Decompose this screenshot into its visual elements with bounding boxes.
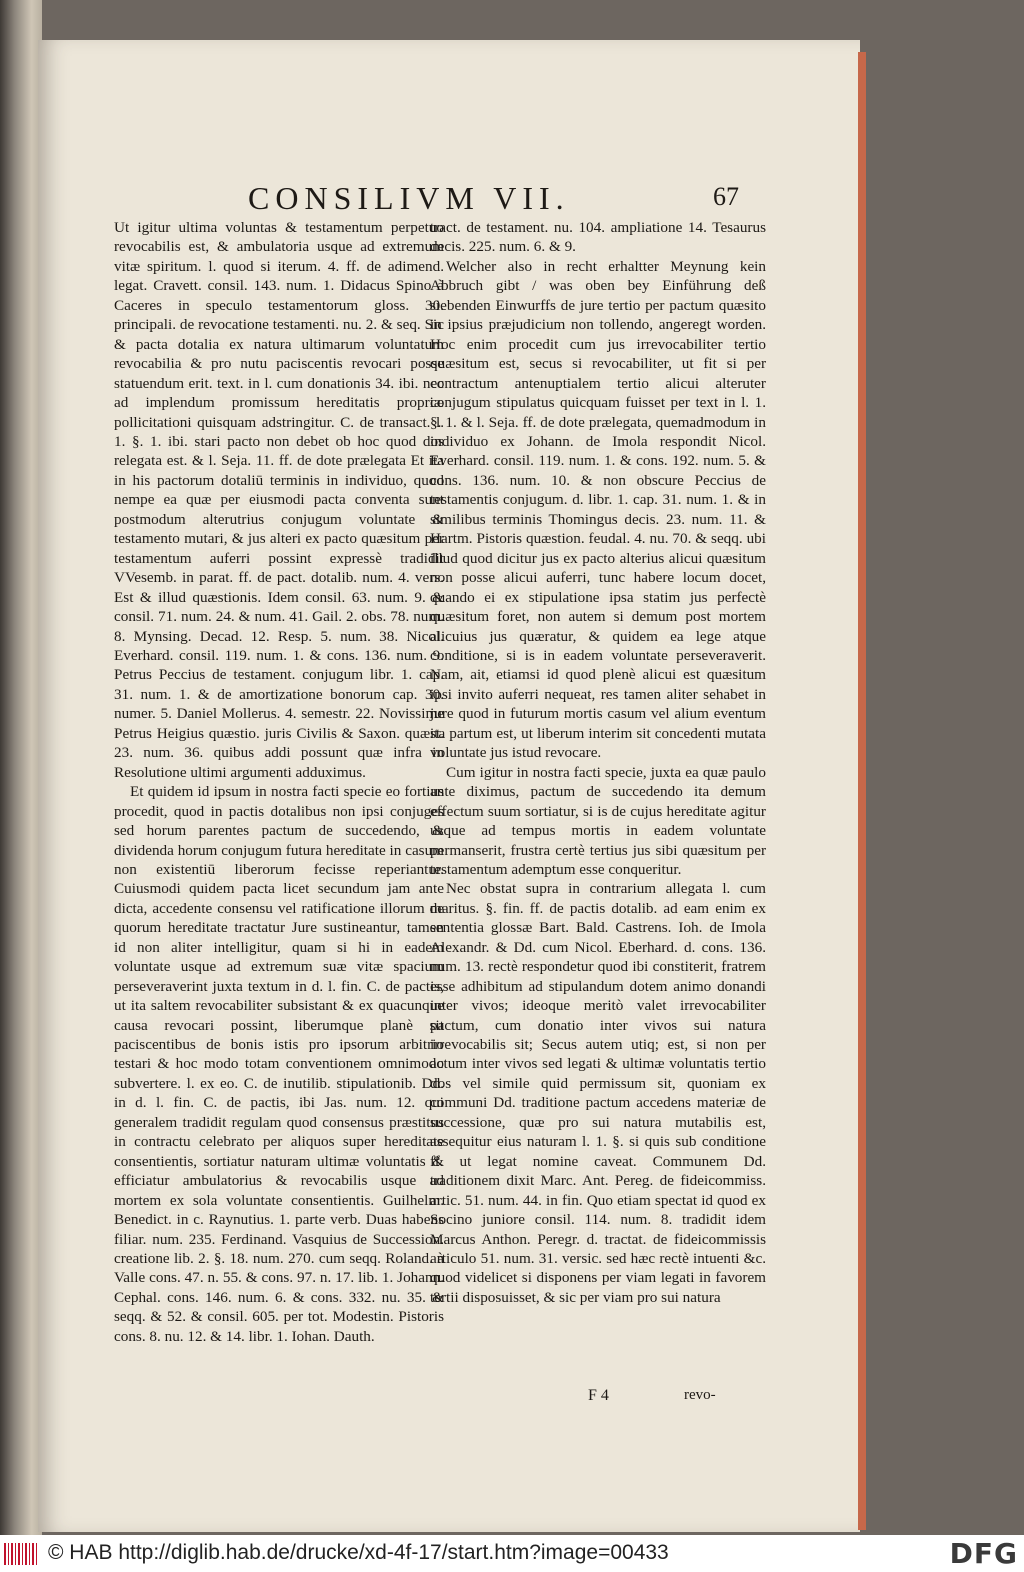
paragraph: tract. de testament. nu. 104. ampliatione 14. Tesaurus decis. 225. num. 6. & 9.	[430, 219, 766, 256]
page-edge-red	[858, 52, 866, 1530]
signature-mark: F 4	[588, 1387, 609, 1404]
running-title: CONSILIVM VII.	[248, 180, 570, 216]
dfg-logo: DFG	[949, 1537, 1018, 1570]
catchword: revo-	[684, 1387, 716, 1403]
barcode-icon	[4, 1543, 38, 1565]
page-number: 67	[713, 182, 739, 211]
left-column	[114, 218, 444, 1346]
book-spine-edge	[0, 0, 42, 1535]
book-page	[38, 40, 860, 1532]
paragraph: Et quidem id ipsum in nostra facti specie eo fortius procedit, quod in pactis dotalibus non ipsi conjuges sed horum parentes pactum de succedendo, & dividenda horum conjugum futura hereditate in casum non existentiū liberorum fecisse reperiantur. Cuiusmodi quidem pacta licet secundum jam ante dicta, accedente consensu vel ratificatione illorum de quorum hereditate tractatur Jure sustineantur, tamen id non aliter intelligitur, quam si hi in eadem voluntate usque ad extremum suæ vitæ spacium perseveraverint juxta textum in d. l. fin. C. de pactis, ut ita saltem revocabiliter subsistant & ex quacunque causa revocari possint, liberumque planè sit paciscentibus de bonis istis pro ipsorum arbitrio testari & hoc modo totam conventionem omnimodo subvertere. l. ex eo. C. de inutilib. stipulationib. Dd. in d. l. fin. C. de pactis, ibi Jas. num. 12. qui generalem tradidit regulam quod consensus præstitus in contractu celebrato per aliquos super hereditate consentientis, sortiatur naturam ultimæ voluntatis & efficiatur ambulatorius & revocabilis usque ad mortem ex sola voluntate consentientis. Guilhelm. Benedict. in c. Raynutius. 1. parte verb. Duas habens filiar. num. 235. Ferdinand. Vasquius de Succession. creatione lib. 2. §. 18. num. 270. cum seqq. Roland. à Valle cons. 47. n. 55. & cons. 97. n. 17. lib. 1. Johann. Cephal. cons. 146. num. 6. & cons. 332. nu. 35. & seqq. & 52. & consil. 605. per tot. Modestin. Pistoris cons. 8. nu. 12. & 14. libr. 1. Iohan. Dauth.	[114, 783, 444, 1345]
footer-bar	[0, 1535, 1024, 1572]
paragraph: Cum igitur in nostra facti specie, juxta ea quæ paulo ante diximus, pactum de succedendo ita demum effectum suum sortiatur, si is de cujus hereditate agitur usque ad tempus mortis in eadem voluntate permanserit, frustra certè tertius jus sibi quæsitum per testamentum ademptum esse conqueritur.	[430, 763, 766, 878]
source-link[interactable]: © HAB http://diglib.hab.de/drucke/xd-4f-17/start.htm?image=00433	[48, 1541, 669, 1564]
paragraph: Ut igitur ultima voluntas & testamentum perpetuo revocabilis est, & ambulatoria usque ad extremum vitæ spiritum. l. quod si iterum. 4. ff. de adimend. legat. Cravett. consil. 143. num. 1. Didacus Spino à Caceres in speculo testamentorum gloss. 30. principali. de revocatione testamenti. nu. 2. & seq. Sic & pacta dotalia ex natura ultimarum voluntatum revocabilia & pro nutu paciscentis revocari posse statuendum erit. text. in l. cum donationis 34. ibi. nec ad implendum promissum hereditatis propriæ pollicitationi quisquam adstringitur. C. de transact. l. 1. §. 1. ibi. stari pacto non debet ob hoc quod dos relegata est. & l. Seja. 11. ff. de dote prælegata Et ita in his pactorum dotaliū terminis in individuo, quod nempe ea quæ per eiusmodi pacta conventa sunt postmodum alterutrius conjugum voluntate & testamento mutari, & jus alteri ex pacto quæsitum per testamentum auferri possint expressè tradidit VVesemb. in parat. ff. de pact. dotalib. num. 4. vers. Est & illud quæstionis. Idem consil. 63. num. 9. & consil. 71. num. 24. & num. 41. Gail. 2. obs. 78. num. 8. Mynsing. Decad. 12. Resp. 5. num. 38. Nicol. Everhard. consil. 119. num. 1. & cons. 136. num. 9. Petrus Peccius de testament. conjugum libr. 1. cap. 31. num. 1. & de amortizatione bonorum cap. 30. numer. 5. Daniel Mollerus. 4. semestr. 22. Novissime Petrus Heigius quæstio. juris Civilis & Saxon. quæst. 23. num. 36. quibus addi possunt quæ infra in Resolutione ultimi argumenti adduximus.	[114, 219, 444, 781]
page-header	[38, 180, 860, 220]
paragraph: Nec obstat supra in contrarium allegata l. cum maritus. §. fin. ff. de pactis dotalib. ad eam enim ex sententia glossæ Bart. Bald. Castrens. Ioh. de Imola Alexandr. & Dd. cum Nicol. Eberhard. d. cons. 136. num. 13. rectè respondetur quod ibi constiterit, fratrem esse adhibitum ad stipulandum dotem animo donandi inter vivos; ideoque meritò valet irrevocabiliter pactum, cum donatio inter vivos sui natura irrevocabilis sit; Secus autem utiq; est, si non per actum inter vivos sed legati & ultimæ voluntatis tertio dos vel simile quid permissum sit, quoniam ex communi Dd. traditione pactum accedens materiæ de successione, quæ pro sui natura mutabilis est, assequitur eius naturam l. 1. §. si quis sub conditione ff. ut legat nomine caveat. Communem Dd. traditionem dixit Marc. Ant. Pereg. de fideicommiss. artic. 51. num. 44. in fin. Quo etiam spectat id quod ex Socino juniore consil. 114. num. 8. tradidit idem Marcus Anthon. Peregr. d. tractat. de fideicommissis articulo 51. num. 31. versic. sed hæc rectè intuenti &c. quod videlicet si disponens per viam legati in favorem tertii disposuisset, & sic per viam pro sui natura	[430, 880, 766, 1306]
right-column	[430, 218, 766, 1307]
paragraph: Welcher also in recht erhaltter Meynung kein Abbruch gibt / was oben bey Einführung deß siebenden Einwurffs de jure tertio per pactum quæsito in ipsius præjudicium non tollendo, angeregt worden. Hoc enim procedit cum jus irrevocabiliter tertio quæsitum est, secus si revocabiliter, ut fit si per contractum antenuptialem tertio alicui alteruter conjugum stipulatus quicquam fuisset per text in l. 1. §. 1. & l. Seja. ff. de dote prælegata, quemadmodum in individuo ex Johann. de Imola respondit Nicol. Everhard. consil. 119. num. 1. & cons. 192. num. 5. & cons. 136. num. 10. & non obscure Peccius de testamentis conjugum. d. libr. 1. cap. 31. num. 1. & in similibus terminis Thomingus decis. 23. num. 11. & Hartm. Pistoris quæstion. feudal. 4. nu. 70. & seqq. ubi illud quod dicitur jus ex pacto alterius alicui quæsitum non posse alicui auferri, tunc habere locum docet, quando ei ex stipulatione ipsa statim jus perfectè quæsitum foret, non autem si demum post mortem alicuius jus quæratur, & quidem ea lege atque conditione, si is in eadem voluntate perseveraverit. Nam, ait, etiamsi id quod plenè alicui est quæsitum ipsi invito auferri nequeat, res tamen aliter sehabet in jure quod in futurum mortis casum vel alium eventum ita partum est, ut liberum interim sit concedenti mutata voluntate jus istud revocare.	[430, 257, 766, 762]
